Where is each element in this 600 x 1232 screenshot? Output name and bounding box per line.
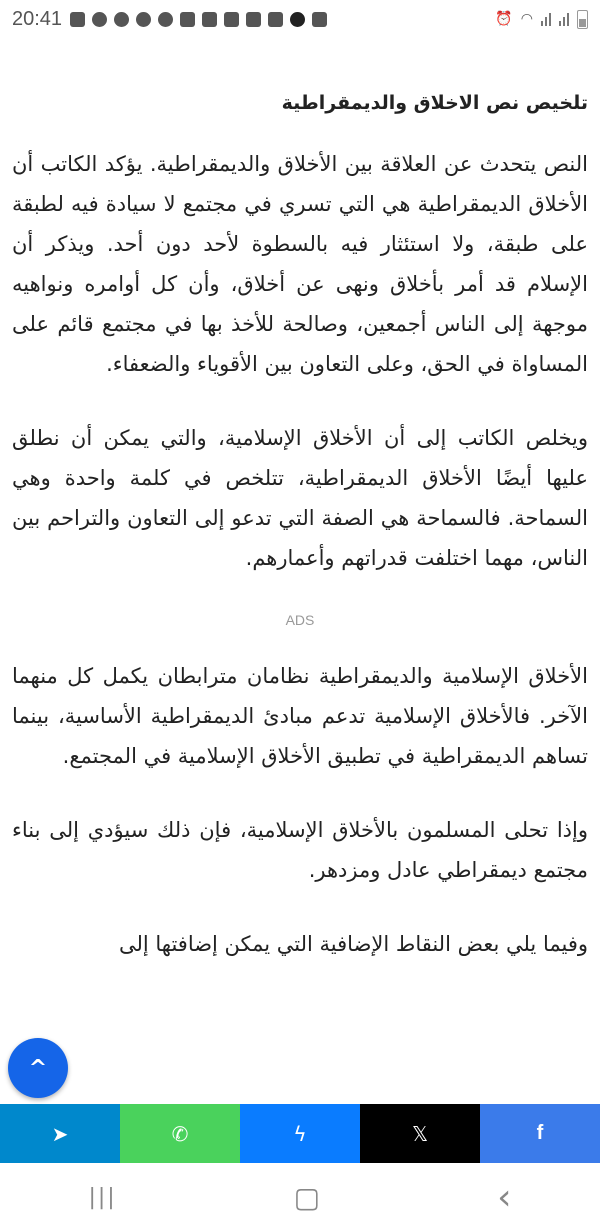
messenger-icon: ϟ — [293, 1121, 307, 1146]
back-button[interactable]: ‹ — [497, 1177, 512, 1218]
wifi-icon: ◠ — [520, 11, 533, 27]
share-facebook-button[interactable] — [480, 1104, 600, 1163]
youtube-icon — [202, 12, 217, 27]
battery-icon — [577, 10, 588, 29]
home-button[interactable]: ▢ — [293, 1181, 321, 1214]
whatsapp-icon — [114, 12, 129, 27]
article — [12, 92, 588, 998]
telegram-icon: ➤ — [51, 1121, 69, 1146]
battery-saver-icon — [290, 12, 305, 27]
sync-icon — [158, 12, 173, 27]
signal-icon — [541, 12, 551, 26]
paragraph: وإذا تحلى المسلمون بالأخلاق الإسلامية، فإن ذلك سيؤدي إلى بناء مجتمع ديمقراطي عادل ومزدهر. — [12, 818, 588, 882]
article-title: تلخيص نص الاخلاق والديمقراطية — [281, 92, 588, 114]
recents-button[interactable]: ||| — [88, 1185, 117, 1210]
paragraph: الأخلاق الإسلامية والديمقراطية نظامان مترابطان يكمل كل منهما الآخر. فالأخلاق الإسلامية تدعم مبادئ الديمقراطية الأساسية، بينما تساهم الديمقراطية في تطبيق الأخلاق الإسلامية في المجتمع. — [12, 664, 588, 768]
share-x-button[interactable] — [360, 1104, 480, 1163]
status-bar — [0, 0, 600, 38]
paragraph: ويخلص الكاتب إلى أن الأخلاق الإسلامية، والتي يمكن أن نطلق عليها أيضًا الأخلاق الديمقراطية، تتلخص في كلمة واحدة وهي السماحة. فالسماحة هي الصفة التي تدعو إلى التعاون والتراحم بين الناس، مهما اختلفت قدراتهم وأعمارهم. — [12, 426, 588, 570]
x-icon: 𝕏 — [411, 1121, 429, 1146]
clock: 20:41 — [12, 7, 63, 30]
system-nav-bar — [0, 1163, 600, 1232]
messenger-icon — [92, 12, 107, 27]
instagram-icon — [224, 12, 239, 27]
signal-icon — [559, 12, 569, 26]
shield-icon — [246, 12, 261, 27]
notification-icons — [70, 12, 327, 27]
scroll-to-top-button[interactable] — [8, 1038, 68, 1098]
facebook-icon: f — [536, 1122, 544, 1144]
share-telegram-button[interactable] — [0, 1104, 120, 1163]
ads-label: ADS — [285, 612, 315, 628]
app-icon — [268, 12, 283, 27]
paragraph: وفيما يلي بعض النقاط الإضافية التي يمكن إضافتها إلى — [118, 932, 588, 956]
share-whatsapp-button[interactable] — [120, 1104, 240, 1163]
share-bar — [0, 1104, 600, 1163]
youtube-icon — [180, 12, 195, 27]
share-messenger-button[interactable] — [240, 1104, 360, 1163]
chevron-up-icon: ^ — [28, 1055, 48, 1081]
paragraph: النص يتحدث عن العلاقة بين الأخلاق والديمقراطية. يؤكد الكاتب أن الأخلاق الديمقراطية هي التي تسري في مجتمع لا سيادة فيه لطبقة على طبقة، ولا استئثار فيه بالسطوة لأحد دون أحد. ويذكر أن الإسلام قد أمر بأخلاق ونهى عن أخلاق، وأن كل أوامره ونواهيه موجهة إلى الناس أجمعين، وصالحة للأخذ بها في مجتمع قائم على المساواة في الحق، وعلى التعاون بين الأقوياء والضعفاء. — [12, 152, 588, 376]
image-icon — [312, 12, 327, 27]
whatsapp-icon: ✆ — [171, 1121, 189, 1146]
alarm-icon: ⏰ — [495, 11, 513, 27]
sync-icon — [136, 12, 151, 27]
message-icon — [70, 12, 85, 27]
